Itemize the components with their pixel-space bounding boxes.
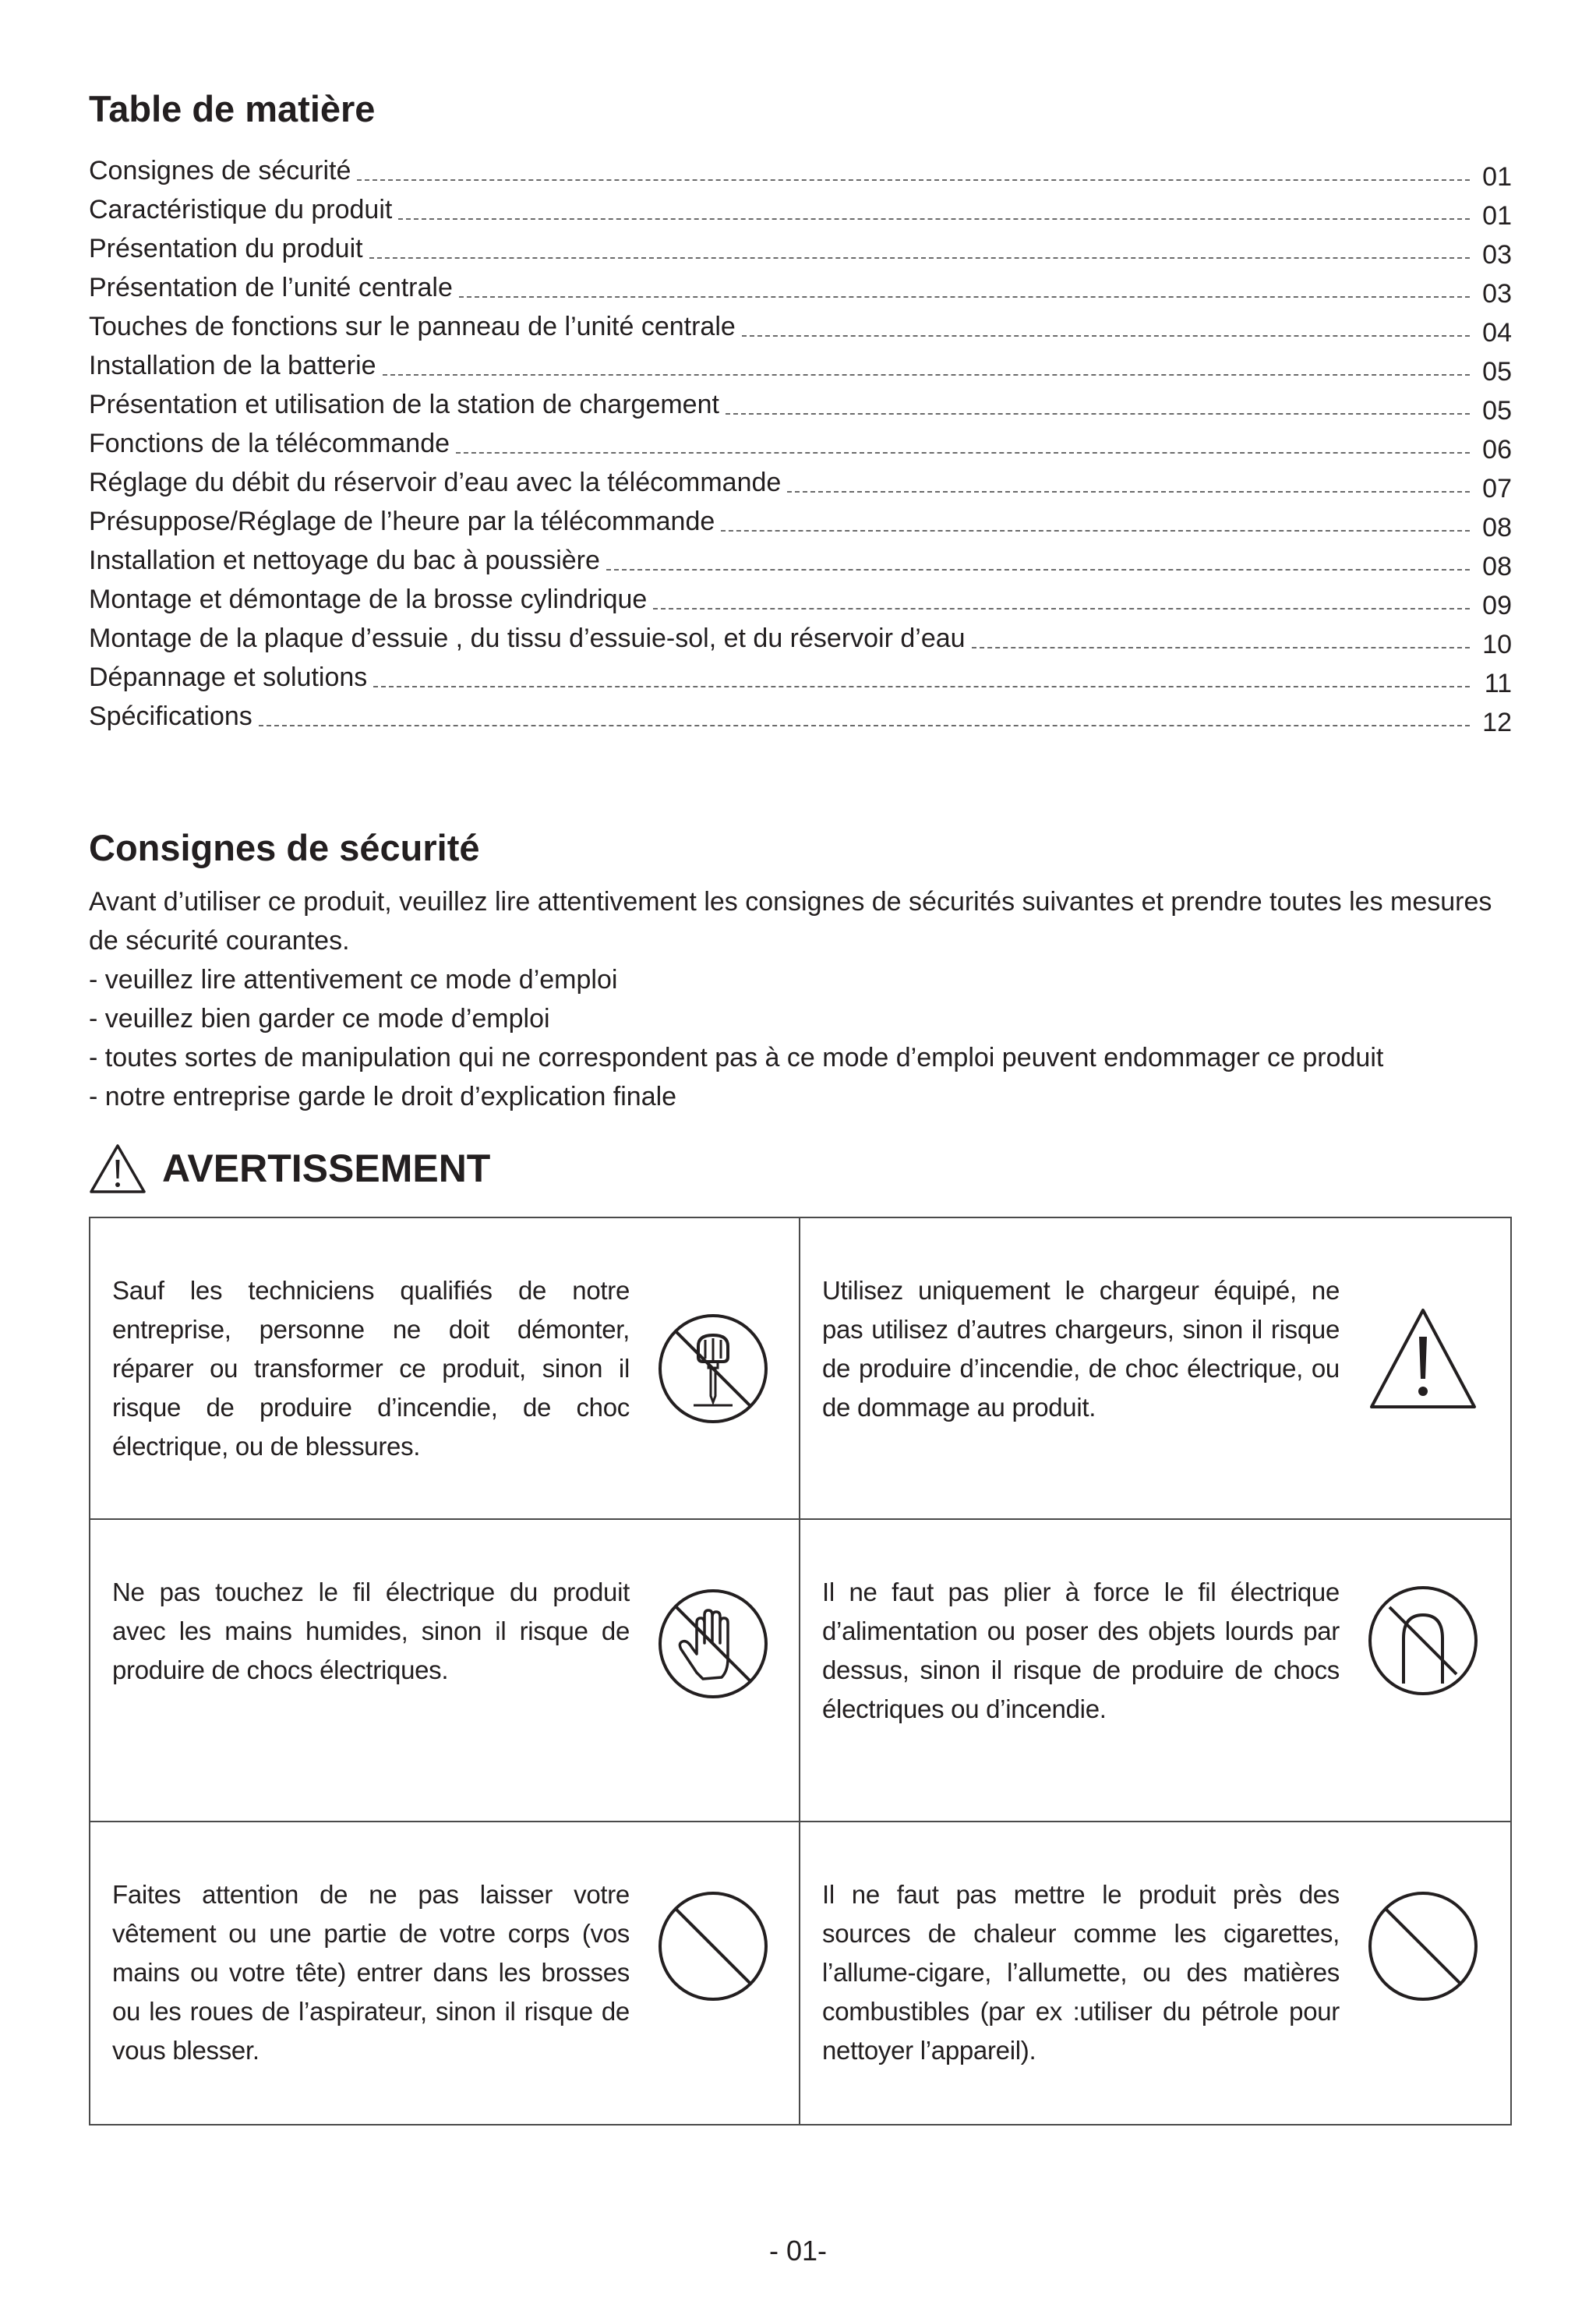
toc-leader: [653, 608, 1470, 610]
warning-cell: [90, 1520, 800, 1822]
toc-leader: [357, 179, 1470, 181]
toc-leader: [369, 257, 1470, 259]
toc-entry-page: 12: [1482, 708, 1512, 737]
toc-entry-page: 08: [1482, 513, 1512, 542]
prohibited-icon: [656, 1889, 770, 2003]
toc-entry-page: 05: [1482, 396, 1512, 426]
toc-entry-label: Présentation et utilisation de la station de chargement: [89, 390, 719, 419]
toc-leader: [972, 647, 1470, 648]
toc-entry-label: Présentation de l’unité centrale: [89, 273, 453, 302]
toc-entry[interactable]: [89, 574, 1512, 620]
toc-entry[interactable]: [89, 613, 1512, 659]
toc-entry-page: 09: [1482, 591, 1512, 620]
no-wet-hands-icon: [656, 1587, 770, 1701]
toc-entry-page: 08: [1482, 552, 1512, 581]
toc-leader: [721, 530, 1470, 532]
toc-entry-page: 07: [1482, 474, 1512, 504]
toc-entry[interactable]: [89, 379, 1512, 426]
warning-label: AVERTISSEMENT: [162, 1147, 491, 1190]
toc-leader: [787, 491, 1470, 493]
toc-entry[interactable]: [89, 301, 1512, 348]
intro-bullet: - notre entreprise garde le droit d’explication finale: [89, 1082, 677, 1111]
warning-text: Sauf les techniciens qualifiés de notre entreprise, personne ne doit démonter, réparer ou transformer ce produit, sinon il risque de produire d’incendie, de choc électrique, ou de blessures.: [112, 1276, 630, 1461]
toc-leader: [742, 335, 1470, 337]
toc-entry-label: Installation et nettoyage du bac à poussière: [89, 546, 600, 575]
warning-cell: [800, 1520, 1510, 1822]
toc-entry-page: 04: [1482, 318, 1512, 348]
toc-entry-label: Touches de fonctions sur le panneau de l’unité centrale: [89, 312, 736, 341]
toc-entry-page: 03: [1482, 279, 1512, 309]
warning-triangle-icon: [1366, 1304, 1480, 1418]
toc-entry-label: Dépannage et solutions: [89, 663, 368, 692]
safety-warnings-table: [89, 1217, 1512, 2125]
toc-entry[interactable]: [89, 145, 1512, 192]
toc-entry-page: 03: [1482, 240, 1512, 270]
warning-text: Ne pas touchez le fil électrique du produit avec les mains humides, sinon il risque de produire de chocs électriques.: [112, 1578, 630, 1685]
toc-entry-page: 01: [1482, 162, 1512, 192]
warning-cell: [90, 1822, 800, 2124]
toc-leader: [459, 296, 1470, 298]
toc-entry[interactable]: [89, 262, 1512, 309]
toc-entry[interactable]: [89, 535, 1512, 581]
toc-entry-page: 01: [1482, 201, 1512, 231]
toc-entry-page: 05: [1482, 357, 1512, 387]
toc-entry-page: 11: [1484, 669, 1512, 698]
toc-entry-page: 06: [1482, 435, 1512, 465]
intro-paragraph: Avant d’utiliser ce produit, veuillez lire attentivement les consignes de sécurités suivantes et prendre toutes les mesures de sécurité courantes.: [89, 887, 1492, 956]
toc-title: Table de matière: [89, 88, 376, 129]
table-of-contents: [89, 145, 1512, 737]
toc-entry-label: Montage et démontage de la brosse cylindrique: [89, 585, 648, 614]
warning-text: Il ne faut pas plier à force le fil électrique d’alimentation ou poser des objets lourds par dessus, sinon il risque de produire de chocs électriques ou d’incendie.: [822, 1578, 1340, 1724]
warning-cell: [800, 1822, 1510, 2124]
warning-text: Utilisez uniquement le chargeur équipé, ne pas utilisez d’autres chargeurs, sinon il risque de produire d’incendie, de choc électrique, ou de dommage au produit.: [822, 1276, 1340, 1422]
toc-entry[interactable]: [89, 418, 1512, 465]
warning-text: Il ne faut pas mettre le produit près des sources de chaleur comme les cigarettes, l’allume-cigare, l’allumette, ou des matières combustibles (par ex :utiliser du pétrole pour nettoyer l’appareil).: [822, 1879, 1340, 2065]
toc-leader: [398, 218, 1470, 220]
warning-triangle-icon: [89, 1143, 147, 1194]
intro-bullet: - veuillez bien garder ce mode d’emploi: [89, 1004, 550, 1034]
intro-bullet: - veuillez lire attentivement ce mode d’emploi: [89, 965, 618, 995]
toc-entry-label: Présuppose/Réglage de l’heure par la télécommande: [89, 507, 715, 536]
safety-section-title: Consignes de sécurité: [89, 827, 480, 868]
toc-entry-label: Montage de la plaque d’essuie , du tissu d’essuie-sol, et du réservoir d’eau: [89, 624, 966, 653]
toc-leader: [726, 413, 1470, 415]
toc-entry-label: Caractéristique du produit: [89, 195, 393, 224]
toc-entry-label: Installation de la batterie: [89, 351, 376, 380]
toc-entry-label: Fonctions de la télécommande: [89, 429, 450, 458]
toc-entry-label: Réglage du débit du réservoir d’eau avec la télécommande: [89, 468, 782, 497]
warning-heading: [89, 1141, 490, 1196]
toc-entry[interactable]: [89, 223, 1512, 270]
toc-leader: [456, 452, 1470, 454]
toc-entry-page: 10: [1482, 630, 1512, 659]
no-disassembly-icon: [656, 1312, 770, 1426]
toc-leader: [606, 569, 1470, 571]
page-number: - 01-: [768, 2235, 828, 2267]
warning-cell: [90, 1218, 800, 1520]
warning-cell: [800, 1218, 1510, 1520]
warning-text: Faites attention de ne pas laisser votre vêtement ou une partie de votre corps (vos mains ou votre tête) entrer dans les brosses ou les roues de l’aspirateur, sinon il risque de vous blesser.: [112, 1879, 630, 2065]
toc-entry-label: Présentation du produit: [89, 234, 363, 263]
toc-entry[interactable]: [89, 184, 1512, 231]
prohibited-icon: [1366, 1889, 1480, 2003]
toc-leader: [259, 725, 1470, 726]
intro-bullet: - toutes sortes de manipulation qui ne correspondent pas à ce mode d’emploi peuvent endommager ce produit: [89, 1043, 1384, 1072]
toc-leader: [373, 686, 1470, 687]
toc-leader: [383, 374, 1470, 376]
toc-entry-label: Spécifications: [89, 701, 252, 731]
toc-entry[interactable]: [89, 457, 1512, 504]
toc-entry[interactable]: [89, 691, 1512, 737]
toc-entry[interactable]: [89, 340, 1512, 387]
no-bending-cord-icon: [1366, 1584, 1480, 1698]
safety-intro: [89, 882, 1515, 1116]
toc-entry-label: Consignes de sécurité: [89, 156, 351, 186]
toc-entry[interactable]: [89, 652, 1512, 698]
toc-entry[interactable]: [89, 496, 1512, 542]
